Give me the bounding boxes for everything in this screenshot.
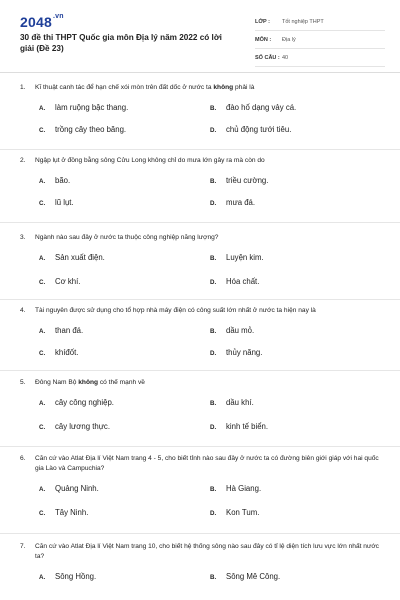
answer-option-d[interactable]: D. Kon Tum. <box>210 508 260 517</box>
meta-value: Địa lý <box>282 37 296 43</box>
question-separator <box>0 149 400 150</box>
meta-key: SỐ CÂU : <box>255 55 280 61</box>
answer-option-a[interactable]: A. Sông Hồng. <box>39 572 97 581</box>
question-text: 7. Căn cứ vào Atlat Địa lí Việt Nam trang 10, cho biết hệ thống sông nào sau đây có tỉ lệ diện tích lưu vực lớn nhất nước ta? <box>20 543 379 560</box>
answer-option-b[interactable]: B. dầu khí. <box>210 398 254 407</box>
answer-option-d[interactable]: D. Hóa chất. <box>210 277 260 286</box>
answer-option-d[interactable]: D. kinh tế biển. <box>210 422 269 431</box>
meta-row-subject <box>255 34 385 49</box>
answer-option-a[interactable]: A. Quảng Ninh. <box>39 484 99 493</box>
answer-option-b[interactable]: B. Hà Giang. <box>210 484 262 493</box>
question-text: 4. Tài nguyên được sử dụng cho tổ hợp nhà máy điện có công suất lớn nhất ở nước ta hiện nay là <box>20 307 316 314</box>
question-text: 1. Kĩ thuật canh tác để hạn chế xói mòn trên đất dốc ở nước ta không phải là <box>20 84 255 91</box>
meta-key: LỚP : <box>255 19 270 25</box>
meta-row-class <box>255 16 385 31</box>
answer-option-a[interactable]: A. làm ruộng bậc thang. <box>39 103 129 112</box>
answer-option-c[interactable]: C. lũ lụt. <box>39 198 74 207</box>
site-logo[interactable]: $2048^{.vn}$ <box>20 13 64 30</box>
question-text: 2. Ngập lụt ở đồng bằng sông Cửu Long không chỉ do mưa lớn gây ra mà còn do <box>20 157 265 164</box>
answer-option-a[interactable]: A. bão. <box>39 176 71 185</box>
answer-option-c[interactable]: C. khíđốt. <box>39 348 79 357</box>
meta-row-count <box>255 52 385 67</box>
question-separator <box>0 299 400 300</box>
page-title: 30 đề thi THPT Quốc gia môn Địa lý năm 2022 có lời giải (Đề 23) <box>20 33 222 53</box>
answer-option-b[interactable]: B. Luyện kim. <box>210 253 264 262</box>
question-text: 6. Căn cứ vào Atlat Địa lí Việt Nam trang 4 - 5, cho biết tỉnh nào sau đây ở nước ta có đường biên giới giáp với hai quốc gia Lào và Campuchia? <box>20 455 379 472</box>
question-text: 5. Đông Nam Bộ không có thế mạnh về <box>20 379 145 386</box>
question-separator <box>0 370 400 371</box>
answer-option-a[interactable]: A. than đá. <box>39 326 84 335</box>
question-separator <box>0 222 400 223</box>
answer-option-d[interactable]: D. thủy năng. <box>210 348 263 357</box>
question-6 <box>20 454 380 542</box>
answer-option-c[interactable]: C. cây lương thực. <box>39 422 110 431</box>
answer-option-d[interactable]: D. mưa đá. <box>210 198 256 207</box>
answer-option-a[interactable]: A. cây công nghiệp. <box>39 398 114 407</box>
answer-option-a[interactable]: A. Sản xuất điện. <box>39 253 105 262</box>
question-separator <box>0 446 400 447</box>
page-header <box>0 0 400 70</box>
meta-value: 40 <box>282 55 289 61</box>
meta-key: MÔN : <box>255 37 272 43</box>
answer-option-c[interactable]: C. Tây Ninh. <box>39 508 89 517</box>
question-separator <box>0 533 400 534</box>
question-text: 3. Ngành nào sau đây ở nước ta thuộc công nghiệp năng lượng? <box>20 234 219 241</box>
meta-value: Tốt nghiệp THPT <box>282 19 324 25</box>
answer-option-b[interactable]: B. dầu mỏ. <box>210 326 255 335</box>
question-5 <box>20 378 380 456</box>
answer-option-c[interactable]: C. trồng cây theo băng. <box>39 125 127 134</box>
exam-meta <box>255 16 385 70</box>
answer-option-c[interactable]: C. Cơ khí. <box>39 277 81 286</box>
question-4 <box>20 306 380 384</box>
answer-option-b[interactable]: B. triều cường. <box>210 176 269 185</box>
answer-option-b[interactable]: B. đào hố dạng vảy cá. <box>210 103 297 112</box>
answer-option-b[interactable]: B. Sông Mê Công. <box>210 572 281 581</box>
question-7 <box>20 542 380 592</box>
answer-option-d[interactable]: D. chủ động tưới tiêu. <box>210 125 292 134</box>
header-divider <box>0 72 400 73</box>
